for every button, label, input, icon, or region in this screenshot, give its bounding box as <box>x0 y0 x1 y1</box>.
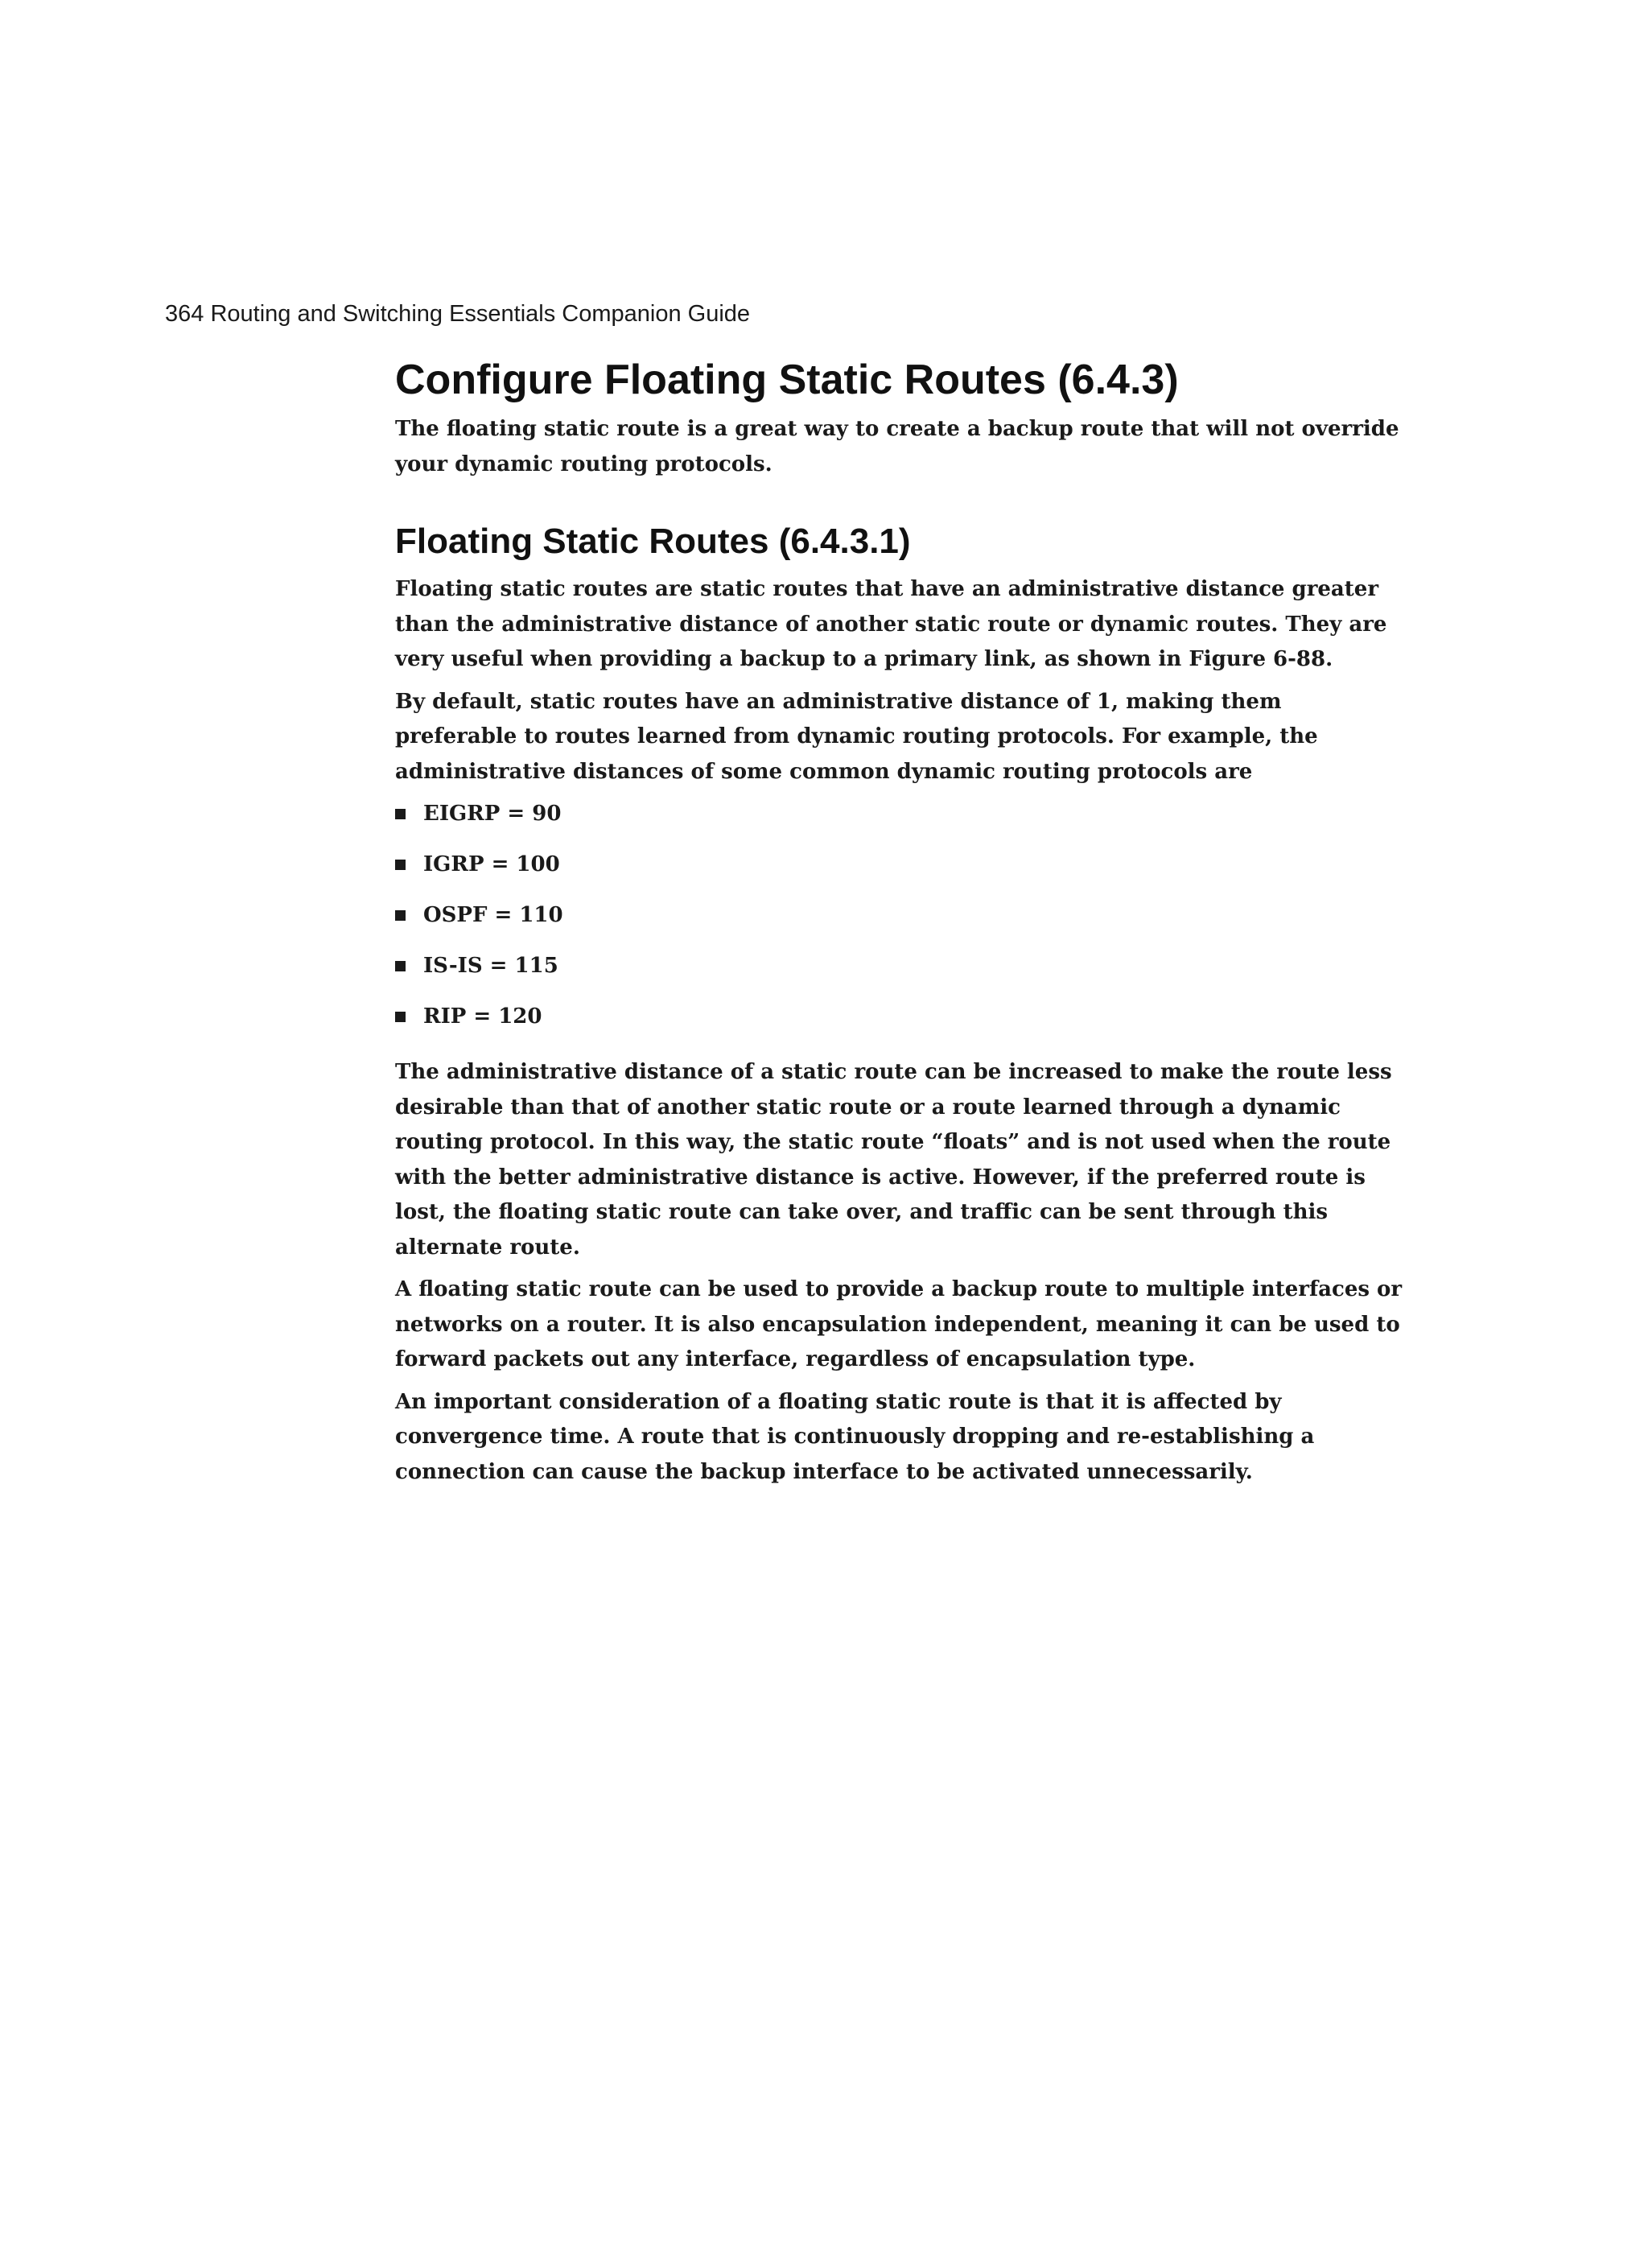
list-item-text: OSPF = 110 <box>423 903 563 927</box>
list-item-text: IGRP = 100 <box>423 852 560 876</box>
list-item <box>395 850 1409 879</box>
square-bullet-icon <box>395 910 406 921</box>
square-bullet-icon <box>395 961 406 971</box>
list-item <box>395 1002 1409 1031</box>
subsection-title: Floating Static Routes (6.4.3.1) <box>395 522 911 561</box>
paragraph-backup-route: A floating static route can be used to provide a backup route to multiple interfaces or networks on a router. It is also encapsulation independent, meaning it can be used to forward packets out any interface, regardless of encapsulation type. <box>395 1277 1403 1371</box>
list-item <box>395 951 1409 980</box>
paragraph-floating-definition: Floating static routes are static routes that have an administrative distance greater than the administrative distance of another static route or dynamic routes. They are very useful when providing a backup to a primary link, as shown in Figure 6-88. <box>395 577 1387 671</box>
square-bullet-icon <box>395 809 406 819</box>
section-title: Configure Floating Static Routes (6.4.3) <box>395 357 1179 403</box>
list-item <box>395 799 1409 828</box>
paragraph-default-distance: By default, static routes have an administrative distance of 1, making them preferable to routes learned from dynamic routing protocols. For example, the administrative distances of some common dynamic routing protocols are <box>395 689 1318 784</box>
page-content <box>395 354 1409 1497</box>
list-item-text: RIP = 120 <box>423 1004 542 1029</box>
section-intro-paragraph: The floating static route is a great way to create a backup route that will not override your dynamic routing protocols. <box>395 417 1399 476</box>
square-bullet-icon <box>395 860 406 870</box>
running-header: 364 Routing and Switching Essentials Companion Guide <box>165 301 751 327</box>
square-bullet-icon <box>395 1012 406 1022</box>
paragraph-increase-distance: The administrative distance of a static route can be increased to make the route less desirable than that of another static route or a route learned through a dynamic routing protocol. In this way, the static route “floats” and is not used when the route with the better administrative distance is active. However, if the preferred route is lost, the floating static route can take over, and traffic can be sent through this alternate route. <box>395 1060 1392 1260</box>
list-item-text: EIGRP = 90 <box>423 802 562 826</box>
list-item <box>395 901 1409 930</box>
paragraph-convergence: An important consideration of a floating static route is that it is affected by convergence time. A route that is continuously dropping and re-establishing a connection can cause the backup interface to be activated unnecessarily. <box>395 1389 1315 1484</box>
list-item-text: IS-IS = 115 <box>423 954 558 978</box>
administrative-distance-list <box>395 799 1409 1031</box>
